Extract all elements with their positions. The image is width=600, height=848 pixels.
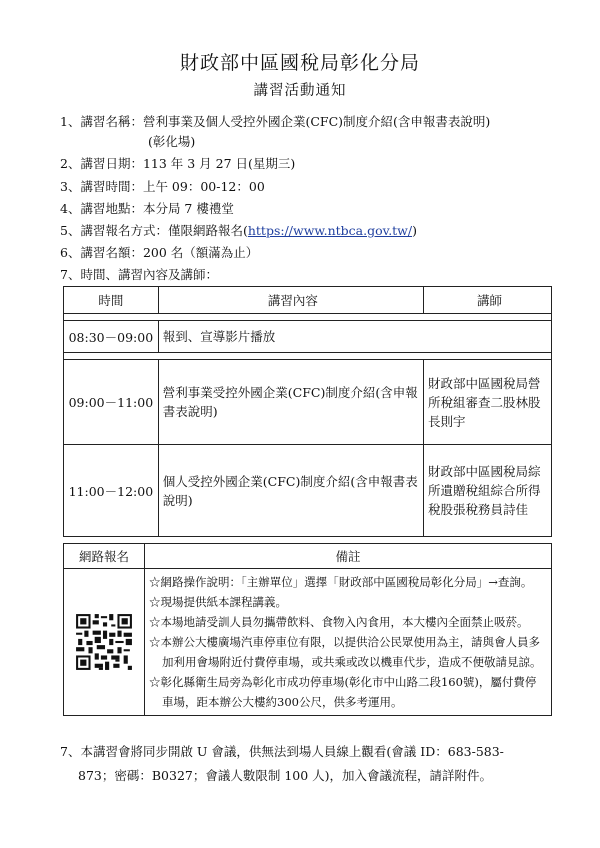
schedule-header-content: 講習內容 <box>158 287 423 314</box>
schedule-gap <box>64 314 552 321</box>
item-signup-method <box>60 221 417 239</box>
signup-header-qr: 網路報名 <box>64 544 145 569</box>
schedule-time: 08:30－09:00 <box>64 321 159 353</box>
schedule-row <box>64 445 552 537</box>
item-course-name: 1、講習名稱：營利事業及個人受控外國企業(CFC)制度介紹(含申報書表說明) <box>60 114 491 129</box>
qr-code-icon[interactable] <box>74 612 134 672</box>
note-item: ☆彰化縣衛生局旁為彰化市成功停車場(彰化市中山路二段160號)，屬付費停車場，距本辦公大樓約300公尺，供多考運用。 <box>149 675 537 709</box>
schedule-gap <box>64 353 552 360</box>
signup-header-notes: 備註 <box>145 544 552 569</box>
schedule-speaker <box>423 321 551 353</box>
schedule-row <box>64 321 552 353</box>
item-venue: 4、講習地點：本分局 7 樓禮堂 <box>60 201 234 216</box>
signup-header-row <box>64 544 552 569</box>
item-schedule-heading: 7、時間、講習內容及講師： <box>60 267 218 282</box>
schedule-speaker: 財政部中區國稅局營所稅組審查二股林股長則宇 <box>423 360 551 445</box>
signup-body-row <box>64 569 552 716</box>
schedule-header-time: 時間 <box>64 287 159 314</box>
note-item: ☆網路操作說明：「主辦單位」選擇「財政部中區國稅局彰化分局」→查詢。 <box>149 575 533 589</box>
item-time: 3、講習時間：上午 09：00-12：00 <box>60 179 265 194</box>
footer-line-2: 873；密碼：B0327；會議人數限制 100 人)，加入會議流程，請詳附件。 <box>78 768 493 783</box>
schedule-header-speaker: 講師 <box>423 287 551 314</box>
schedule-content: 報到、宣導影片播放 <box>158 321 423 353</box>
signup-link[interactable]: https://www.ntbca.gov.tw/ <box>247 223 413 238</box>
schedule-speaker: 財政部中區國稅局綜所遺贈稅組綜合所得稅股張稅務員詩佳 <box>423 445 551 537</box>
page-title: 財政部中區國稅局彰化分局 <box>179 52 420 74</box>
schedule-content: 個人受控外國企業(CFC)制度介紹(含申報書表說明) <box>158 445 423 537</box>
schedule-time: 09:00－11:00 <box>64 360 159 445</box>
schedule-row <box>64 360 552 445</box>
footer-line-1: 7、本講習會將同步開啟 U 會議，供無法到場人員線上觀看(會議 ID：683-583- <box>60 744 504 759</box>
item-course-name-cont: (彰化場) <box>148 134 196 149</box>
schedule-content: 營利事業受控外國企業(CFC)制度介紹(含申報書表說明) <box>158 360 423 445</box>
schedule-header-row <box>64 287 552 314</box>
note-item: ☆本辦公大樓廣場汽車停車位有限，以提供洽公民眾使用為主，請與會人員多加利用會場附近付費停車場，或共乘或改以機車代步，造成不便敬請見諒。 <box>149 635 542 669</box>
note-item: ☆現場提供紙本課程講義。 <box>149 595 287 609</box>
signup-method-suffix: ) <box>412 223 417 238</box>
item-capacity: 6、講習名額：200 名（額滿為止） <box>60 245 259 260</box>
schedule-table <box>63 286 552 537</box>
signup-table <box>63 543 552 716</box>
signup-method-prefix: 5、講習報名方式：僅限網路報名( <box>60 223 248 238</box>
page-subtitle: 講習活動通知 <box>253 83 347 99</box>
notes-cell <box>145 569 552 716</box>
qr-cell <box>64 569 145 716</box>
note-item: ☆本場地請受訓人員勿攜帶飲料、食物入內食用，本大樓內全面禁止吸菸。 <box>149 615 529 629</box>
item-date: 2、講習日期：113 年 3 月 27 日(星期三) <box>60 156 296 171</box>
schedule-time: 11:00－12:00 <box>64 445 159 537</box>
